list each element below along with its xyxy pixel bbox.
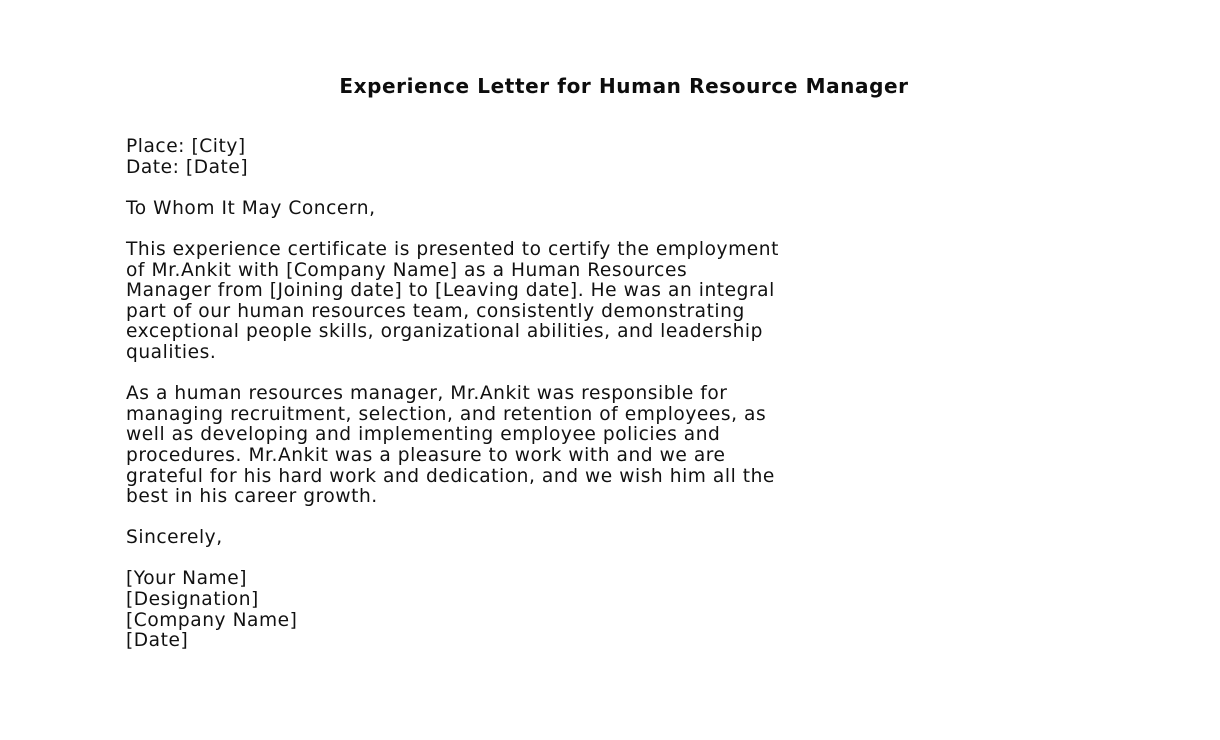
signature-designation: [Designation] — [126, 589, 259, 611]
paragraph-line: best in his career growth. — [126, 486, 378, 508]
place-line: Place: [City] — [126, 136, 246, 157]
paragraph-line: part of our human resources team, consistently demonstrating — [126, 300, 745, 322]
letter-header — [126, 137, 1126, 178]
paragraph-line: Manager from [Joining date] to [Leaving date]. He was an integral — [126, 280, 775, 302]
paragraph-line: well as developing and implementing employee policies and — [126, 424, 721, 446]
signature-company: [Company Name] — [126, 609, 298, 631]
letter-body — [126, 137, 1126, 672]
paragraph-line: exceptional people skills, organizational abilities, and leadership — [126, 321, 763, 343]
paragraph-line: of Mr.Ankit with [Company Name] as a Human Resources — [126, 259, 688, 281]
salutation-text: To Whom It May Concern, — [126, 197, 376, 219]
paragraph-line: grateful for his hard work and dedication, and we wish him all the — [126, 465, 775, 487]
paragraph-line: This experience certificate is presented to certify the employment — [126, 238, 779, 260]
salutation — [126, 199, 1126, 220]
signature-date: [Date] — [126, 630, 189, 652]
closing-text: Sincerely, — [126, 527, 223, 549]
paragraph-line: managing recruitment, selection, and retention of employees, as — [126, 403, 767, 425]
paragraph-line: As a human resources manager, Mr.Ankit was responsible for — [126, 383, 728, 405]
date-line: Date: [Date] — [126, 156, 249, 178]
letter-title: Experience Letter for Human Resource Manager — [339, 74, 909, 98]
closing — [126, 528, 1126, 549]
signature-block — [126, 569, 1126, 651]
paragraph-employment — [126, 240, 1126, 364]
paragraph-responsibilities — [126, 384, 1126, 508]
signature-name: [Your Name] — [126, 568, 248, 590]
paragraph-line: procedures. Mr.Ankit was a pleasure to work with and we are — [126, 444, 726, 466]
paragraph-line: qualities. — [126, 341, 217, 363]
